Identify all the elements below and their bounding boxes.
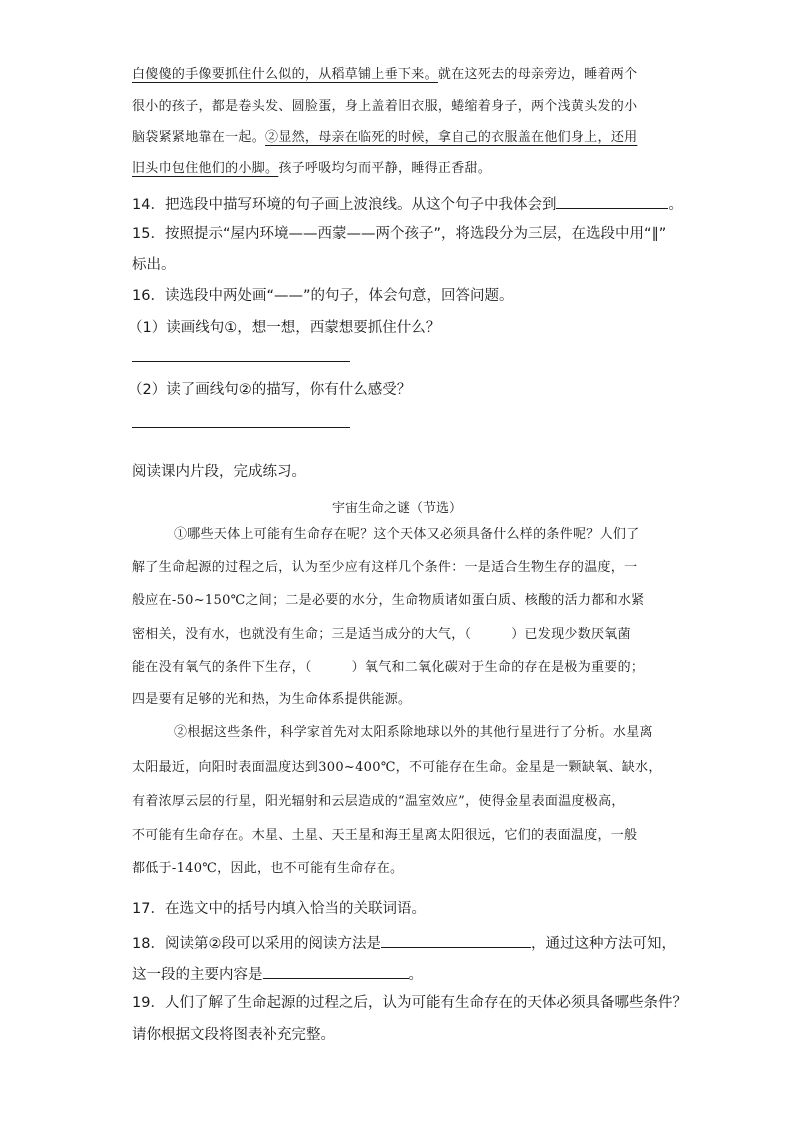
passage2-para1-line-3: 般应在-50~150℃之间；二是必要的水分，生命物质诸如蛋白质、核酸的活力都和水紧 [132,593,645,608]
passage2-para2-line-3: 有着浓厚云层的行星，阳光辐射和云层造成的“温室效应”，使得金星表面温度极高， [132,794,625,809]
passage2-para1-line-5: 能在没有氧气的条件下生存，（ ）氧气和二氧化碳对于生命的存在是极为重要的； [132,660,645,675]
question-18-line-1: 18．阅读第②段可以采用的阅读方法是 ，通过这种方法可知， [132,933,676,952]
question-18-line-2: 这一段的主要内容是 。 [132,964,423,983]
question-16: 16．读选段中两处画“——”的句子，体会句意，回答问题。 [132,288,514,304]
passage2-para2-line-5: 都低于-140℃，因此，也不可能有生命存在。 [132,861,404,876]
question-16-1: （1）读画线句①，想一想，西蒙想要抓住什么？ [128,320,441,336]
passage2-para2-line-1: ②根据这些条件，科学家首先对太阳系除地球以外的其他行星进行了分析。水星离 [174,725,653,740]
passage2-para2-line-4: 不可能有生命存在。木星、土星、天王星和海王星离太阳很远，它们的表面温度，一般 [132,828,638,843]
answer-blank-18-method[interactable] [381,933,531,948]
answer-blank-18-content[interactable] [263,964,409,979]
underlined-sentence-2: ②显然，母亲在临死的时候，拿自己的衣服盖在他们身上，还用 [265,130,638,145]
passage1-line-3: 脑袋紧紧地靠在一起。②显然，母亲在临死的时候，拿自己的衣服盖在他们身上，还用 [132,130,638,145]
underlined-sentence-2-end: 旧头巾包住他们的小脚。 [132,161,279,176]
question-15-line-2: 标出。 [132,257,176,273]
question-14: 14．把选段中描写环境的句子画上波浪线。从这个句子中我体会到 。 [132,194,683,213]
question-15-line-1: 15．按照提示“屋内环境——西蒙——两个孩子”，将选段分为三层，在选段中用“∥” [132,226,667,242]
passage2-para1-line-2: 解了生命起源的过程之后，认为至少应有这样几个条件：一是适合生物生存的温度，一 [132,560,638,575]
answer-line-16-1[interactable] [132,361,350,362]
answer-line-16-2[interactable] [132,427,350,428]
passage2-title: 宇宙生命之谜（节选） [331,501,462,516]
question-16-2: （2）读了画线句②的描写，你有什么感受？ [128,382,412,398]
passage1-line-1: 白傻傻的手像要抓住什么似的，从稻草铺上垂下来。就在这死去的母亲旁边，睡着两个 [132,67,638,82]
passage1-line-4: 旧头巾包住他们的小脚。孩子呼吸均匀而平静，睡得正香甜。 [132,161,492,176]
passage2-para1-line-6: 四是要有足够的光和热，为生命体系提供能源。 [132,692,412,707]
underlined-sentence-1: 白傻傻的手像要抓住什么似的，从稻草铺上垂下来。 [132,67,438,82]
passage2-para1-line-1: ①哪些天体上可能有生命存在呢？这个天体又必须具备什么样的条件呢？人们了 [174,527,640,542]
question-19-line-1: 19．人们了解了生命起源的过程之后，认为可能有生命存在的天体必须具备哪些条件？ [132,995,687,1011]
passage2-para2-line-2: 太阳最近，向阳时表面温度达到300~400℃，不可能存在生命。金星是一颗缺氧、缺水， [132,760,662,775]
question-19-line-2: 请你根据文段将图表补充完整。 [132,1027,335,1043]
passage1-line-2: 很小的孩子，都是卷头发、圆脸蛋，身上盖着旧衣服，蜷缩着身子，两个浅黄头发的小 [132,99,638,114]
question-17: 17．在选文中的括号内填入恰当的关联词语。 [132,901,426,917]
reading-intro: 阅读课内片段，完成练习。 [132,464,306,480]
answer-blank-14[interactable] [556,194,668,209]
passage2-para1-line-4: 密相关，没有水，也就没有生命；三是适当成分的大气，（ ）已发现少数厌氧菌 [132,627,631,642]
